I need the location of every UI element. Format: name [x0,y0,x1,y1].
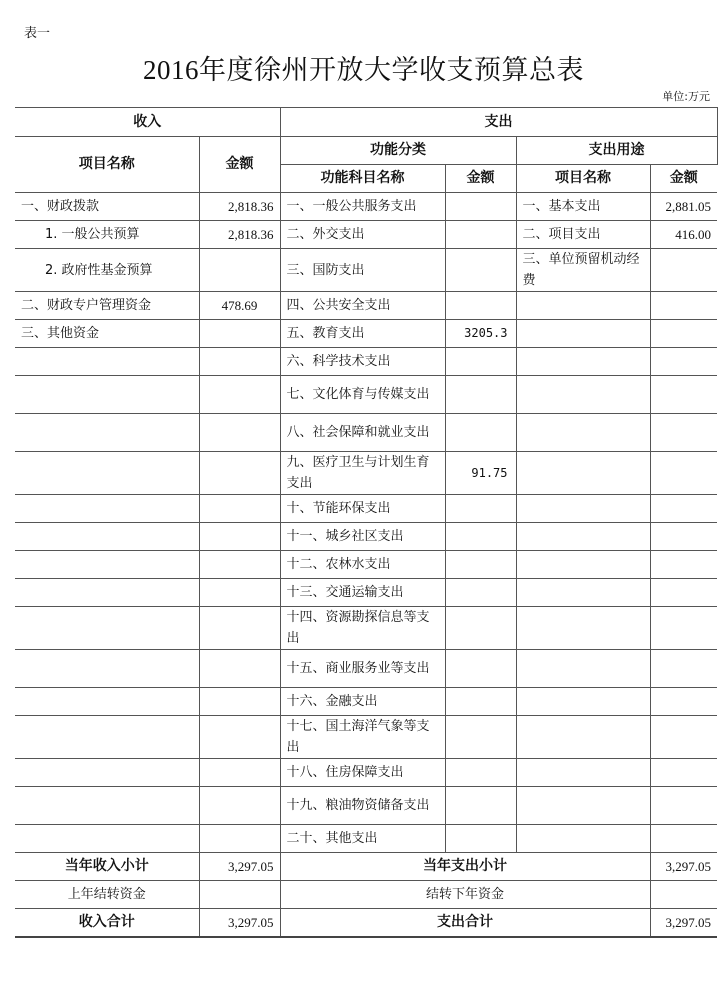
table-row [15,650,717,688]
purpose-amount [650,292,717,320]
budget-table [15,107,718,938]
total-row [15,909,717,938]
purpose-amount [650,348,717,376]
income-amount: 478.69 [199,292,280,320]
table-row [15,523,717,551]
carryover-out-label: 结转下年资金 [280,881,650,909]
table-row [15,825,717,853]
income-amount [199,759,280,787]
purpose-item [516,376,650,414]
purpose-amount [650,452,717,495]
function-item-name-header: 功能科目名称 [280,165,445,193]
income-item [15,688,199,716]
function-amount [445,376,516,414]
income-amount: 2,818.36 [199,221,280,249]
table-row [15,607,717,650]
function-item: 六、科学技术支出 [280,348,445,376]
income-item [15,348,199,376]
income-amount [199,249,280,292]
income-item [15,787,199,825]
income-item: 二、财政专户管理资金 [15,292,199,320]
purpose-amount [650,716,717,759]
table-row [15,787,717,825]
purpose-item [516,292,650,320]
function-item: 十八、住房保障支出 [280,759,445,787]
income-item [15,495,199,523]
purpose-amount [650,551,717,579]
purpose-item [516,523,650,551]
function-amount [445,221,516,249]
expense-total: 3,297.05 [650,909,717,938]
income-item [15,523,199,551]
table-row [15,348,717,376]
function-amount [445,650,516,688]
table-row [15,452,717,495]
table-row [15,495,717,523]
table-row [15,292,717,320]
purpose-item [516,320,650,348]
table-row [15,249,717,292]
function-item: 十五、商业服务业等支出 [280,650,445,688]
table-row [15,579,717,607]
income-amount [199,320,280,348]
expense-subtotal-label: 当年支出小计 [280,853,650,881]
purpose-amount [650,495,717,523]
income-item [15,607,199,650]
purpose-amount-header: 金额 [650,165,717,193]
income-amount [199,688,280,716]
purpose-item: 三、单位预留机动经费 [516,249,650,292]
function-amount [445,716,516,759]
purpose-amount [650,579,717,607]
income-item [15,825,199,853]
purpose-amount: 416.00 [650,221,717,249]
table-row [15,759,717,787]
subtotal-row [15,853,717,881]
carryover-in-label: 上年结转资金 [15,881,199,909]
income-item: 三、其他资金 [15,320,199,348]
function-item: 三、国防支出 [280,249,445,292]
function-item: 一、一般公共服务支出 [280,193,445,221]
purpose-item-name-header: 项目名称 [516,165,650,193]
carryover-row [15,881,717,909]
purpose-amount [650,320,717,348]
table-row [15,716,717,759]
function-item: 二、外交支出 [280,221,445,249]
income-item [15,452,199,495]
income-amount [199,825,280,853]
purpose-item [516,551,650,579]
purpose-amount [650,825,717,853]
function-item: 十一、城乡社区支出 [280,523,445,551]
income-item [15,414,199,452]
function-amount [445,292,516,320]
expense-purpose-header: 支出用途 [516,137,717,165]
income-amount [199,607,280,650]
income-subtotal: 3,297.05 [199,853,280,881]
purpose-amount [650,787,717,825]
function-item: 七、文化体育与传媒支出 [280,376,445,414]
function-amount [445,759,516,787]
function-item: 十九、粮油物资储备支出 [280,787,445,825]
function-amount [445,249,516,292]
income-amount [199,523,280,551]
function-amount: 3205.3 [445,320,516,348]
purpose-amount [650,650,717,688]
income-total: 3,297.05 [199,909,280,938]
function-item: 十二、农林水支出 [280,551,445,579]
income-amount [199,376,280,414]
purpose-item: 二、项目支出 [516,221,650,249]
purpose-item [516,348,650,376]
purpose-item [516,650,650,688]
function-item: 十、节能环保支出 [280,495,445,523]
function-item: 二十、其他支出 [280,825,445,853]
function-item: 九、医疗卫生与计划生育支出 [280,452,445,495]
carryover-out [650,881,717,909]
function-amount [445,414,516,452]
table-row [15,193,717,221]
function-amount [445,523,516,551]
function-amount [445,193,516,221]
expense-subtotal: 3,297.05 [650,853,717,881]
income-item [15,716,199,759]
income-item [15,650,199,688]
table-row [15,376,717,414]
function-amount [445,579,516,607]
income-amount-header: 金额 [199,137,280,193]
purpose-amount: 2,881.05 [650,193,717,221]
function-amount [445,495,516,523]
purpose-item [516,688,650,716]
function-amount [445,787,516,825]
function-item: 十三、交通运输支出 [280,579,445,607]
table-row [15,320,717,348]
function-amount-header: 金额 [445,165,516,193]
purpose-amount [650,249,717,292]
purpose-item [516,787,650,825]
income-amount [199,348,280,376]
carryover-in [199,881,280,909]
income-item: 1. 一般公共预算 [15,221,199,249]
purpose-item: 一、基本支出 [516,193,650,221]
function-class-header: 功能分类 [280,137,516,165]
page-title: 2016年度徐州开放大学收支预算总表 [143,55,584,85]
purpose-item [516,607,650,650]
function-item: 五、教育支出 [280,320,445,348]
income-item: 2. 政府性基金预算 [15,249,199,292]
function-amount [445,688,516,716]
income-amount [199,716,280,759]
purpose-item [516,716,650,759]
income-amount [199,650,280,688]
income-amount [199,414,280,452]
expense-total-label: 支出合计 [280,909,650,938]
purpose-amount [650,607,717,650]
function-item: 十七、国土海洋气象等支出 [280,716,445,759]
function-amount [445,607,516,650]
purpose-item [516,579,650,607]
function-item: 四、公共安全支出 [280,292,445,320]
purpose-amount [650,376,717,414]
income-item [15,376,199,414]
income-amount [199,787,280,825]
table-row [15,414,717,452]
purpose-item [516,825,650,853]
purpose-amount [650,688,717,716]
table-row [15,688,717,716]
income-item [15,759,199,787]
income-subtotal-label: 当年收入小计 [15,853,199,881]
document-label: 表一 [24,26,51,41]
purpose-amount [650,759,717,787]
purpose-item [516,414,650,452]
income-item: 一、财政拨款 [15,193,199,221]
income-item-name-header: 项目名称 [15,137,199,193]
function-amount [445,348,516,376]
function-item: 八、社会保障和就业支出 [280,414,445,452]
function-amount [445,551,516,579]
purpose-item [516,495,650,523]
purpose-amount [650,523,717,551]
function-amount: 91.75 [445,452,516,495]
function-item: 十六、金融支出 [280,688,445,716]
income-amount [199,579,280,607]
income-amount [199,452,280,495]
expense-header: 支出 [280,108,717,137]
income-total-label: 收入合计 [15,909,199,938]
function-amount [445,825,516,853]
unit-label: 单位:万元 [662,90,710,103]
income-item [15,579,199,607]
income-header: 收入 [15,108,280,137]
purpose-item [516,759,650,787]
table-row [15,221,717,249]
income-item [15,551,199,579]
table-row [15,551,717,579]
income-amount [199,495,280,523]
function-item: 十四、资源勘探信息等支出 [280,607,445,650]
income-amount [199,551,280,579]
purpose-amount [650,414,717,452]
purpose-item [516,452,650,495]
income-amount: 2,818.36 [199,193,280,221]
